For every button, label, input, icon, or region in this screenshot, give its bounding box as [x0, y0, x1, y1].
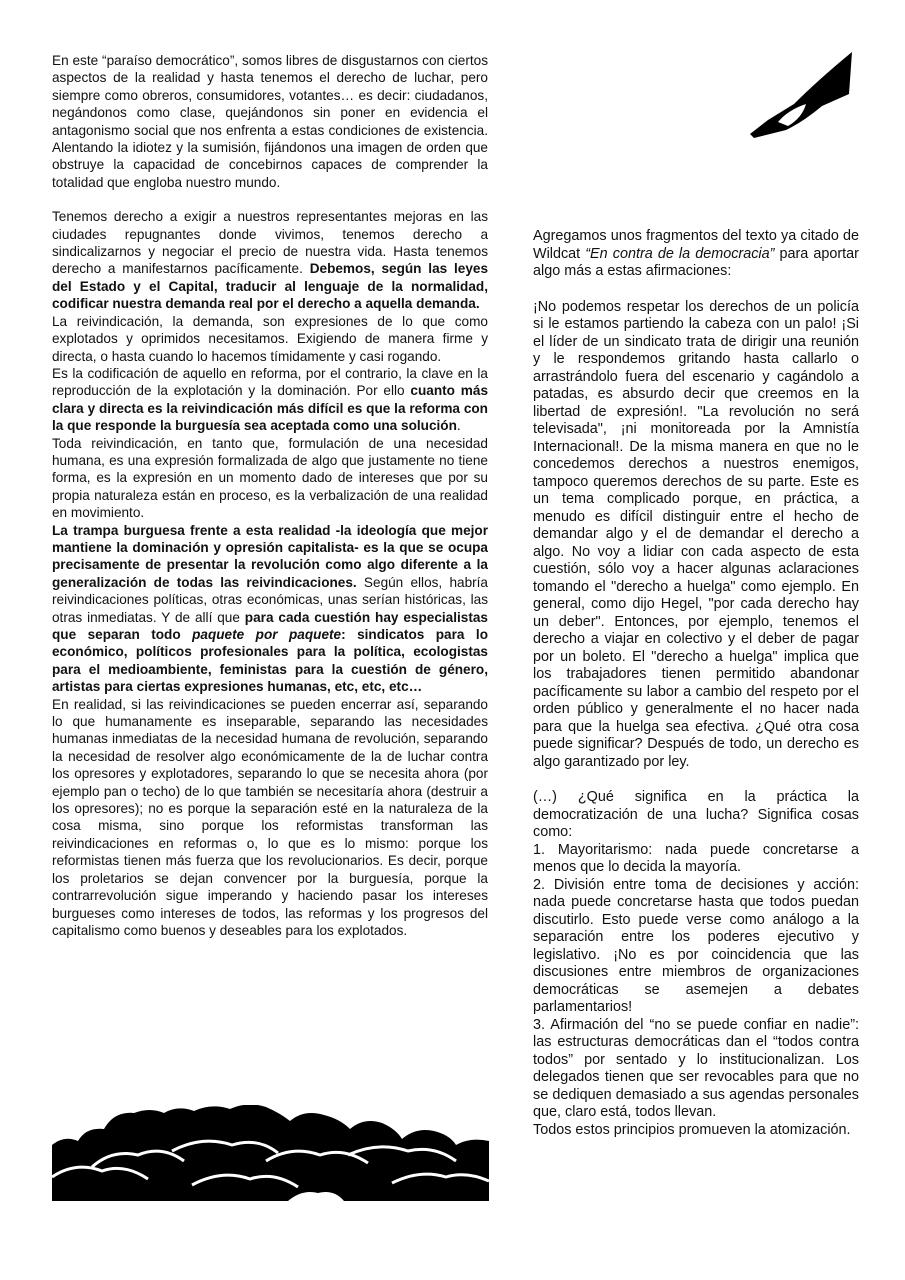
paragraph [533, 228, 859, 281]
paragraph: (…) ¿Qué significa en la práctica la democratización de una lucha? Significa cosas como: [533, 789, 859, 840]
paragraph: Toda reivindicación, en tanto que, formulación de una necesidad humana, es una expresión formalizada de algo que justamente no tiene forma, es la expresión en un momento dado de intereses que por su propia naturaleza están en proceso, es la verbalización de una realidad en movimiento. [52, 435, 488, 521]
bold-italic-text: paquete por paquete [192, 627, 342, 642]
text: Según ellos, habría reivindicaciones políticas, otras económicas, unas serían históricas, las otras inmediatas. Y de allí que [52, 574, 488, 625]
bold-text: para cada cuestión hay especialistas que separan todo [52, 609, 488, 642]
bold-text: cuanto más clara y directa es la reivindicación más difícil es que la reforma con la que responde la burguesía sea aceptada como una solución [52, 383, 489, 434]
text: Tenemos derecho a exigir a nuestros representantes mejoras en las ciudades repugnantes donde vivimos, tenemos derecho a sindicalizarnos y negociar el precio de nuestra vida. Hasta tenemos derecho a manifestarnos pacíficamente. [52, 209, 488, 277]
text: para aportar algo más a estas afirmaciones: [533, 245, 859, 279]
paragraph: En este “paraíso democrático”, somos libres de disgustarnos con ciertos aspectos de la realidad y hasta tenemos el derecho de luchar, pero siempre como obreros, consumidores, votantes… es decir: ciudadanos, negándonos como clase, quejándonos sin poner en evidencia el antagonismo social que nos enfrenta a estas condiciones de existencia. Alentando la idiotez y la sumisión, fijándonos una imagen de orden que obstruye la capacidad de concebirnos capaces de comprender la totalidad que engloba nuestro mundo. [52, 53, 488, 190]
hills-illustration [52, 1105, 489, 1201]
paragraph: En realidad, si las reivindicaciones se pueden encerrar así, separando lo que humanamente es inseparable, separando las necesidades humanas inmediatas de la necesidad humana de revolución, separando la necesidad de resolver algo económicamente de la de luchar contra los opresores y explotadores, separando lo que se necesita ahora (por ejemplo pan o techo) de lo que también se necesitaría ahora (destruir a los opresores); no es porque la separación esté en la naturaleza de la cosa misma, sino porque los reformistas transforman las reivindicaciones en reformas o, lo que es lo mismo: porque los reformistas tienen más fuerza que los revolucionarios. Es decir, porque los proletarios se dejan convencer por la burguesía, porque la contrarrevolución sigue imperando y haciendo pasar los intereses burgueses como intereses de todos, las reformas y los progresos del capitalismo como buenos y deseables para los explotados. [52, 696, 488, 938]
bold-text: Debemos, según las leyes del Estado y el Capital, traducir al lenguaje de la normalidad, codificar nuestra demanda real por el derecho a aquella demanda. [52, 261, 489, 312]
paragraph: Todos estos principios promueven la atomización. [533, 1121, 851, 1138]
paragraph [52, 522, 488, 696]
right-column [533, 228, 859, 1139]
left-column [52, 52, 488, 939]
text: Es la codificación de aquello en reforma, por el contrario, la clave en la reproducción de la explotación y la dominación. Por ello [52, 365, 488, 399]
list-item: 1. Mayoritarismo: nada puede concretarse a menos que lo decida la mayoría. [533, 841, 859, 875]
paragraph [52, 208, 488, 312]
paragraph [52, 365, 488, 435]
paragraph: ¡No podemos respetar los derechos de un policía si le estamos partiendo la cabeza con un palo! ¡Si el líder de un sindicato trata de dirigir una reunión y le respondemos gritando hasta callarlo o arrastrándolo fuera del escenario y cagándolo a patadas, es absurdo decir que creemos en la libertad de expresión!. "La revolución no será televisada", ¡ni monitoreada por la Amnistía Internacional!. De la misma manera en que no le concedemos derechos a nuestros enemigos, tampoco queremos derechos de su parte. Este es un tema complicado porque, en práctica, a menudo es difícil distinguir entre el hecho de demandar algo y el de demandar el derecho a algo. No voy a lidiar con cada aspecto de esta cuestión, sólo voy a hacer algunas aclaraciones tomando el "derecho a huelga" como ejemplo. En general, como dijo Hegel, "por cada derecho hay un deber". Entonces, por ejemplo, tenemos el derecho a viajar en colectivo y el deber de pagar por un boleto. El "derecho a huelga" implica que los trabajadores tienen permitido abandonar pacíficamente su labor a cambio del respeto por el orden público y generalmente el no hacer nada para que la huelga sea efectiva. ¿Qué otra cosa puede significar? Después de todo, un derecho es algo garantizado por ley. [533, 298, 859, 770]
list-item: 2. División entre toma de decisiones y acción: nada puede concretarse hasta que todos puedan discutirlo. Esto puede verse como análogo a la separación entre los poderes ejecutivo y legislativo. ¡No es por coincidencia que las discusiones entre miembros de organizaciones democráticas se asemejen a debates parlamentarios! [533, 876, 859, 1015]
bold-text: : sindicatos para lo económico, políticos profesionales para la política, ecologistas para el medioambiente, feministas para la cuestión de género, artistas para ciertas expresiones humanas, etc, etc, etc… [52, 627, 488, 695]
bold-text: La trampa burguesa frente a esta realidad -la ideología que mejor mantiene la dominación y opresión capitalista- es la que se ocupa precisamente de presentar la revolución como algo diferente a la generalización de todas las reivindicaciones. [52, 522, 488, 590]
knife-icon [748, 50, 854, 142]
citation-title: “En contra de la democracia” [585, 245, 775, 262]
text: . [456, 418, 461, 434]
list-item: 3. Afirmación del “no se puede confiar en nadie”: las estructuras democráticas dan el “todos contra todos” por sentado y lo institucionalizan. Los delegados tienen que ser revocables para que no se dediquen demasiado a sus agendas personales que, claro está, todos llevan. [533, 1016, 859, 1120]
paragraph: La reivindicación, la demanda, son expresiones de lo que como explotados y oprimidos necesitamos. Exigiendo de manera firme y directa, o hasta cuando lo hacemos tímidamente y casi rogando. [52, 313, 488, 364]
text: Agregamos unos fragmentos del texto ya citado de Wildcat [533, 228, 859, 262]
